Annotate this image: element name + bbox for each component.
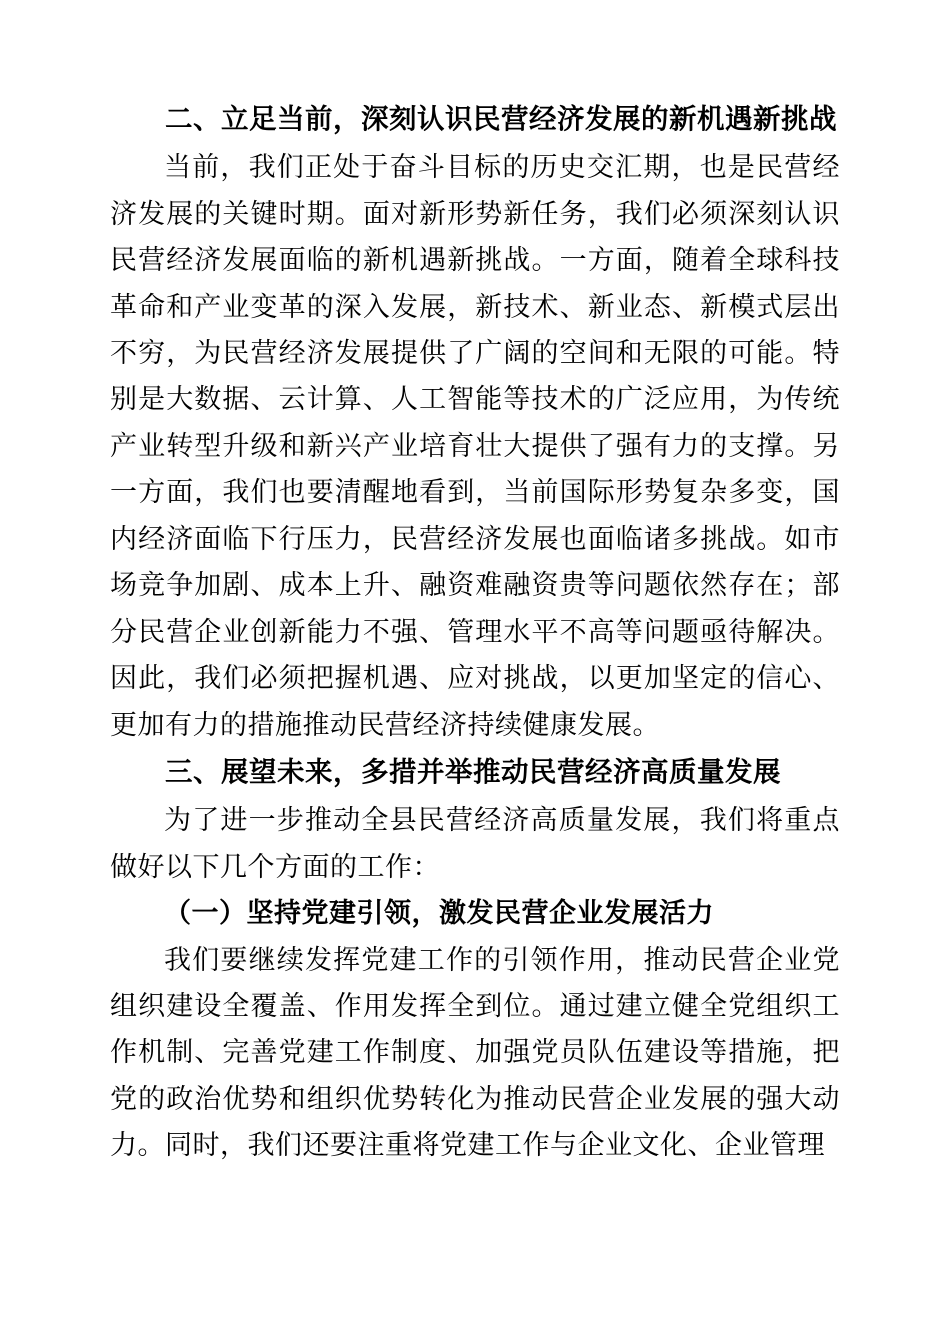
paragraph-party-building: 我们要继续发挥党建工作的引领作用，推动民营企业党组织建设全覆盖、作用发挥全到位。通过建立健全党组织工作机制、完善党建工作制度、加强党员队伍建设等措施，把党的政治优势和组织优势转化为推动民营企业发展的强大动力。同时，我们还要注重将党建工作与企业文化、企业管理 <box>110 944 840 1162</box>
subsection-heading-one: （一）坚持党建引领，激发民营企业发展活力 <box>164 898 714 930</box>
document-body <box>110 96 840 1170</box>
section-heading-three: 三、展望未来，多措并举推动民营经济高质量发展 <box>165 755 781 788</box>
section-heading-two: 二、立足当前，深刻认识民营经济发展的新机遇新挑战 <box>165 103 837 135</box>
paragraph-current-situation: 当前，我们正处于奋斗目标的历史交汇期，也是民营经济发展的关键时期。面对新形势新任务，我们必须深刻认识民营经济发展面临的新机遇新挑战。一方面，随着全球科技革命和产业变革的深入发展，新技术、新业态、新模式层出不穷，为民营经济发展提供了广阔的空间和无限的可能。特别是大数据、云计算、人工智能等技术的广泛应用，为传统产业转型升级和新兴产业培育壮大提供了强有力的支撑。另一方面，我们也要清醒地看到，当前国际形势复杂多变，国内经济面临下行压力，民营经济发展也面临诸多挑战。如市场竞争加剧、成本上升、融资难融资贵等问题依然存在；部分民营企业创新能力不强、管理水平不高等问题亟待解决。因此，我们必须把握机遇、应对挑战，以更加坚定的信心、更加有力的措施推动民营经济持续健康发展。 <box>110 152 840 741</box>
paragraph-future-intro: 为了进一步推动全县民营经济高质量发展，我们将重点做好以下几个方面的工作： <box>110 805 840 883</box>
